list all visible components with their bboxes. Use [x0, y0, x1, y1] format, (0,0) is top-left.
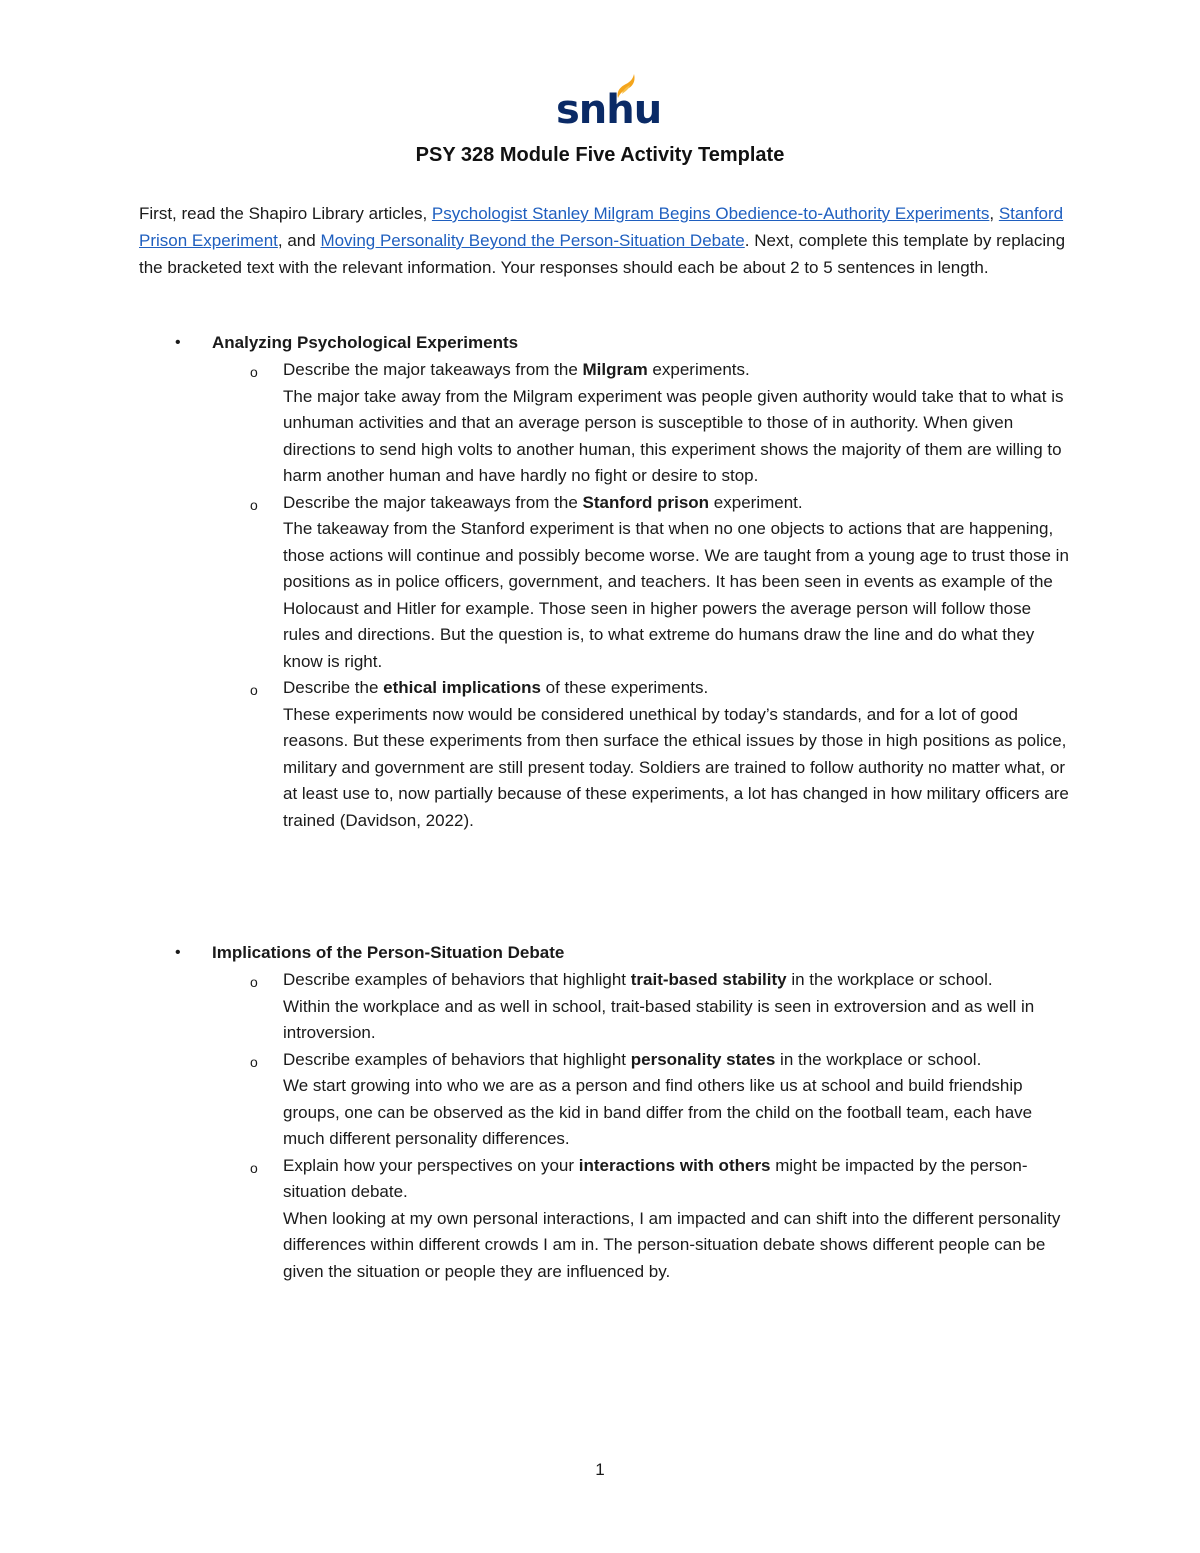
- section-heading-row: [139, 940, 1069, 967]
- list-item: [139, 675, 1069, 834]
- answer-text: The takeaway from the Stanford experiment is that when no one objects to actions that are happening, those actions will continue and possibly become worse. We are taught from a young age to trust those in positions as in police officers, government, and teachers. It has been seen in events as example of the Holocaust and Hitler for example. Those seen in higher powers the average person will follow those rules and directions. But the question is, to what extreme do humans draw the line and do what they know is right.: [283, 519, 1069, 671]
- intro-sep-2: , and: [277, 231, 321, 250]
- sub-bullet-icon: o: [250, 1159, 258, 1176]
- sub-bullet-icon: o: [250, 1053, 258, 1070]
- section-person-situation: [139, 940, 1069, 1285]
- question-prompt: Describe the major takeaways from the Milgram experiments.: [283, 360, 750, 379]
- question-prompt: Describe examples of behaviors that highlight personality states in the workplace or school.: [283, 1049, 982, 1069]
- list-item: [139, 490, 1069, 676]
- page-title: PSY 328 Module Five Activity Template: [415, 144, 785, 166]
- snhu-logo: [556, 74, 662, 134]
- logo-text: snhu: [556, 87, 662, 133]
- answer-text: We start growing into who we are as a person and find others like us at school and build friendship groups, one can be observed as the kid in band differ from the child on the football team, each have much different personality differences.: [283, 1076, 1033, 1148]
- section-heading-row: [139, 330, 1069, 357]
- intro-prefix: First, read the Shapiro Library articles,: [139, 204, 432, 223]
- answer-text: When looking at my own personal interactions, I am impacted and can shift into the different personality differences within different crowds I am in. The person-situation debate shows different people can be given the situation or people they are influenced by.: [283, 1208, 1061, 1281]
- question-prompt: Describe the ethical implications of these experiments.: [283, 678, 709, 697]
- sub-bullet-icon: o: [250, 364, 258, 380]
- list-item: [139, 357, 1069, 490]
- bullet-icon: •: [175, 944, 181, 961]
- question-prompt: Describe the major takeaways from the Stanford prison experiment.: [283, 492, 803, 512]
- sub-bullet-icon: o: [250, 496, 258, 513]
- question-prompt: Describe examples of behaviors that highlight trait-based stability in the workplace or school.: [283, 970, 993, 989]
- answer-text: These experiments now would be considered unethical by today’s standards, and for a lot of good reasons. But these experiments from then surface the ethical issues by those in high positions as police, military and government are still present today. Soldiers are trained to follow authority no matter what, or at least use to, now partially because of these experiments, a lot has changed in how military officers are trained (Davidson, 2022).: [283, 704, 1069, 830]
- section-analyzing-experiments: [139, 330, 1069, 834]
- answer-text: Within the workplace and as well in school, trait-based stability is seen in extroversion and as well in introversion.: [283, 996, 1035, 1042]
- link-stanford-article[interactable]: Stanford Prison Experiment: [139, 204, 1064, 250]
- page-number: 1: [595, 1460, 605, 1479]
- list-item: [139, 967, 1069, 1047]
- sub-bullet-icon: o: [250, 974, 258, 990]
- sub-bullet-icon: o: [250, 682, 258, 698]
- section-heading: Implications of the Person-Situation Debate: [212, 943, 565, 962]
- answer-text: The major take away from the Milgram experiment was people given authority would take that to what is unhuman activities and that an average person is susceptible to those of in authority. When given directions to send high volts to another human, this experiment shows the majority of them are willing to harm another human and have hardly no fight or desire to stop.: [283, 386, 1064, 485]
- list-item: [139, 1153, 1069, 1286]
- intro-sep-1: ,: [989, 204, 999, 223]
- question-prompt: Explain how your perspectives on your interactions with others might be impacted by the person-situation debate.: [283, 1155, 1028, 1201]
- intro-paragraph: [139, 200, 1069, 281]
- link-person-situation-article[interactable]: Moving Personality Beyond the Person-Situation Debate: [320, 231, 745, 250]
- intro-suffix: . Next, complete this template by replacing the bracketed text with the relevant information. Your responses should each be about 2 to 5 sentences in length.: [139, 231, 1066, 277]
- bullet-icon: •: [175, 334, 181, 351]
- section-heading: Analyzing Psychological Experiments: [212, 333, 519, 352]
- list-item: [139, 1047, 1069, 1153]
- link-milgram-article[interactable]: Psychologist Stanley Milgram Begins Obedience-to-Authority Experiments: [431, 204, 990, 223]
